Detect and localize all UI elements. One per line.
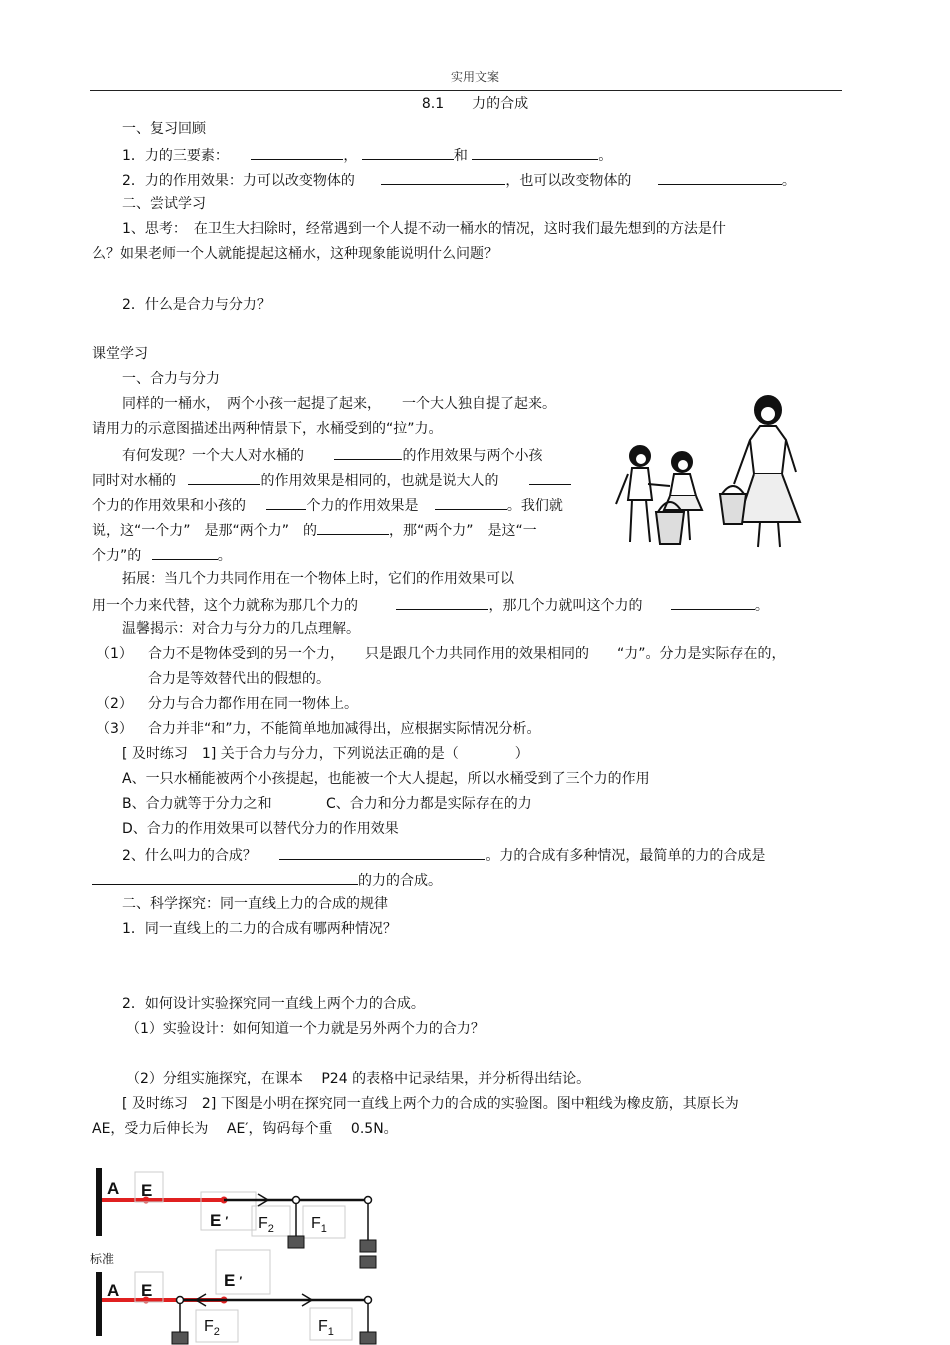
heading-class: 课堂学习 — [92, 346, 148, 362]
pulley-icon — [365, 1297, 372, 1304]
tip-2: 分力与合力都作用在同一物体上。 — [148, 696, 358, 712]
label-f1-top — [311, 1215, 327, 1238]
blank — [279, 845, 485, 860]
para-draw: 请用力的示意图描述出两种情景下，水桶受到的“拉”力。 — [92, 421, 443, 437]
text: ， — [343, 148, 358, 164]
weight-icon — [288, 1236, 304, 1248]
label-f1-bottom — [318, 1318, 334, 1341]
text: 。 — [754, 598, 769, 614]
text: F — [311, 1215, 321, 1232]
text: 说，这“一个力” 是那“两个力” 的 — [92, 523, 318, 539]
blank — [658, 170, 782, 185]
q-resultant: 2．什么是合力与分力？ — [122, 297, 271, 313]
exercise-2-cont: AE，受力后伸长为 AE′，钩码每个重 0.5N。 — [92, 1121, 398, 1137]
blank — [92, 870, 358, 885]
text: 2、什么叫力的合成？ — [122, 848, 257, 864]
exercise-1: [ 及时练习 1] 关于合力与分力，下列说法正确的是（ ） — [122, 746, 529, 762]
para-extend-2 — [92, 595, 769, 615]
blank — [396, 595, 488, 610]
text: ，也可以改变物体的 — [505, 173, 632, 189]
tip-3-num: （3） — [96, 721, 133, 737]
weight-icon — [360, 1332, 376, 1344]
tip-heading: 温馨揭示：对合力与分力的几点理解。 — [122, 621, 360, 637]
text: ′ — [225, 1214, 229, 1228]
text: ，那几个力就叫这个力的 — [488, 598, 643, 614]
text: F — [204, 1318, 214, 1335]
tip-2-num: （2） — [96, 696, 133, 712]
q-composition — [122, 845, 765, 865]
text: 2 — [267, 1223, 274, 1236]
text: F — [258, 1215, 268, 1232]
q-three-elements — [122, 145, 612, 165]
para-bucket: 同样的一桶水， 两个小孩一起提了起来， 一个大人独自提了起来。 — [122, 396, 556, 412]
q-composition-2 — [92, 870, 442, 890]
pulley-icon — [365, 1197, 372, 1204]
option-d: D、合力的作用效果可以替代分力的作用效果 — [122, 821, 399, 837]
text: 2．力的作用效果：力可以改变物体的 — [122, 173, 355, 189]
q-design-1: （1）实验设计：如何知道一个力就是另外两个力的合力？ — [126, 1021, 485, 1037]
para-find-5 — [92, 545, 232, 565]
para-extend-1: 拓展：当几个力共同作用在一个物体上时，它们的作用效果可以 — [122, 571, 514, 587]
text: E — [224, 1271, 236, 1290]
text: 的力的合成。 — [358, 873, 442, 889]
text: 个力”的 — [92, 548, 142, 564]
blank — [472, 145, 598, 160]
para-find-4 — [92, 520, 537, 540]
text: 。我们就 — [506, 498, 563, 514]
family-carrying-water-buckets-icon — [610, 392, 825, 557]
pulley-icon — [293, 1197, 300, 1204]
blank — [334, 445, 402, 460]
label-e2-bottom — [224, 1272, 242, 1290]
tip-3: 合力并非“和”力，不能简单地加减得出，应根据实际情况分析。 — [148, 721, 541, 737]
tip-1-cont: 合力是等效替代出的假想的。 — [148, 671, 330, 687]
para-find-3 — [92, 495, 563, 515]
text: F — [318, 1318, 328, 1335]
blank — [251, 145, 343, 160]
heading-resultant: 一、合力与分力 — [122, 371, 220, 387]
q-two-cases: 1．同一直线上的二力的合成有哪两种情况？ — [122, 921, 397, 937]
blank — [152, 545, 218, 560]
text: 的作用效果与两个小孩 — [402, 448, 543, 464]
para-think-1: 1、思考： 在卫生大扫除时，经常遇到一个人提不动一桶水的情况，这时我们最先想到的方法是什 — [122, 221, 726, 237]
blank — [317, 520, 389, 535]
text: 的作用效果是相同的，也就是说大人的 — [260, 473, 499, 489]
text: 用一个力来代替，这个力就称为那几个力的 — [92, 598, 358, 614]
text: 。力的合成有多种情况，最简单的力的合成是 — [485, 848, 766, 864]
text: 有何发现？一个大人对水桶的 — [122, 448, 304, 464]
label-e-top: E — [141, 1181, 153, 1200]
text: 和 — [453, 148, 468, 164]
section-title: 8.1 力的合成 — [421, 96, 529, 112]
option-c: C、合力和分力都是实际存在的力 — [326, 796, 532, 812]
text: 个力的作用效果和小孩的 — [92, 498, 246, 514]
text: 同时对水桶的 — [92, 473, 176, 489]
label-a-bottom: A — [107, 1281, 120, 1300]
option-b: B、合力就等于分力之和 — [122, 796, 272, 812]
header-rule — [90, 90, 842, 91]
tip-1: 合力不是物体受到的另一个力， 只是跟几个力共同作用的效果相同的 “力”。分力是实际存在的， — [148, 646, 786, 662]
blank — [529, 470, 571, 485]
wall-bar — [96, 1168, 102, 1236]
label-f2-bottom — [204, 1318, 220, 1341]
blank — [381, 170, 505, 185]
text: 。 — [598, 148, 613, 164]
wall-bar — [96, 1272, 102, 1336]
experiment-figure — [88, 1160, 388, 1345]
weight-icon — [360, 1240, 376, 1252]
text: 个力的作用效果是 — [306, 498, 419, 514]
label-a-top: A — [107, 1179, 120, 1198]
blank — [435, 495, 507, 510]
para-find-1 — [122, 445, 542, 465]
text: 2 — [213, 1326, 220, 1339]
para-find-2 — [92, 470, 571, 490]
page-header: 实用文案 — [450, 70, 499, 84]
text: 。 — [781, 173, 796, 189]
text: ，那“两个力” 是这“一 — [389, 523, 537, 539]
exercise-2: [ 及时练习 2] 下图是小明在探究同一直线上两个力的合成的实验图。图中粗线为橡皮筋，其原长为 — [122, 1096, 739, 1112]
q-design: 2．如何设计实验探究同一直线上两个力的合成。 — [122, 996, 425, 1012]
pulley-icon — [177, 1297, 184, 1304]
label-e2-top — [210, 1212, 228, 1230]
para-think-2: 么？如果老师一个人就能提起这桶水，这种现象能说明什么问题？ — [92, 246, 498, 262]
tip-1-num: （1） — [96, 646, 133, 662]
weight-icon — [360, 1256, 376, 1268]
label-e-bottom: E — [141, 1281, 153, 1300]
text: 1 — [320, 1223, 327, 1236]
blank — [188, 470, 260, 485]
text: 。 — [217, 548, 232, 564]
text: 1 — [327, 1326, 334, 1339]
heading-try: 二、尝试学习 — [122, 196, 206, 212]
q-design-2: （2）分组实施探究，在课本 P24 的表格中记录结果，并分析得出结论。 — [126, 1071, 591, 1087]
text: 1．力的三要素： — [122, 148, 229, 164]
blank — [362, 145, 454, 160]
blank — [671, 595, 755, 610]
blank — [266, 495, 306, 510]
side-label: 标准 — [90, 1252, 115, 1266]
text: E — [210, 1211, 222, 1230]
text: ′ — [239, 1274, 243, 1288]
heading-review: 一、复习回顾 — [122, 121, 206, 137]
q-effects — [122, 170, 796, 190]
heading-explore: 二、科学探究：同一直线上力的合成的规律 — [122, 896, 388, 912]
label-f2-top — [258, 1215, 274, 1238]
weight-icon — [172, 1332, 188, 1344]
option-a: A、一只水桶能被两个小孩提起，也能被一个大人提起，所以水桶受到了三个力的作用 — [122, 771, 650, 787]
